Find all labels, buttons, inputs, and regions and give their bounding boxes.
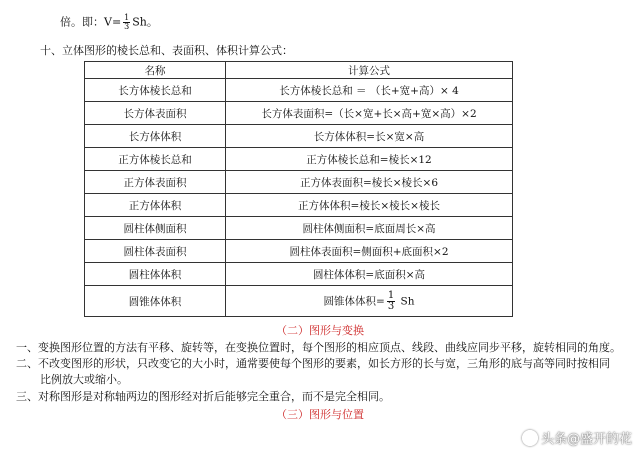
table-row	[85, 217, 513, 240]
row-name: 正方体体积	[85, 194, 226, 217]
toutiao-logo-icon	[522, 430, 538, 446]
row-name: 正方体表面积	[85, 171, 226, 194]
row-formula: 圆柱体侧面积=底面周长×高	[226, 217, 513, 240]
table-row	[85, 194, 513, 217]
section-ten-heading: 十、立体图形的棱长总和、表面积、体积计算公式：	[40, 44, 293, 57]
row-name: 圆柱体表面积	[85, 240, 226, 263]
row-formula: 正方体棱长总和=棱长×12	[226, 148, 513, 171]
subheading-transform: （二）图形与变换	[276, 324, 364, 337]
subheading-position: （三）图形与位置	[276, 408, 364, 421]
row-formula: 长方体体积=长×宽×高	[226, 125, 513, 148]
one-third-fraction: $\frac{1}{3}$	[387, 289, 395, 312]
formula-table	[84, 61, 513, 317]
formula-suffix: Sh。	[132, 15, 158, 29]
row-name: 长方体表面积	[85, 102, 226, 125]
paragraph-2-cont: 比例放大或缩小。	[40, 373, 128, 386]
table-row	[85, 263, 513, 286]
table-row	[85, 240, 513, 263]
row-name: 圆柱体体积	[85, 263, 226, 286]
table-row	[85, 171, 513, 194]
row-formula: 正方体体积=棱长×棱长×棱长	[226, 194, 513, 217]
paragraph-3: 三、对称图形是对称轴两边的图形经对折后能够完全重合，而不是完全相同。	[16, 390, 390, 403]
watermark-text: 头条@盛开的花	[540, 432, 632, 447]
paragraph-1: 一、变换图形位置的方法有平移、旋转等，在变换位置时，每个图形的相应顶点、线段、曲线应同步平移，旋转相同的角度。	[16, 341, 621, 354]
row-formula: 长方体表面积=（长×宽+长×高+宽×高）×2	[226, 102, 513, 125]
table-header-row	[85, 62, 513, 79]
header-formula: 计算公式	[226, 62, 513, 79]
row-name: 长方体棱长总和	[85, 79, 226, 102]
watermark	[522, 428, 632, 447]
row-formula: 正方体表面积=棱长×棱长×6	[226, 171, 513, 194]
table-row	[85, 148, 513, 171]
row-formula: 长方体棱长总和 ＝ （长+宽+高）× 4	[226, 79, 513, 102]
row-name: 正方体棱长总和	[85, 148, 226, 171]
row-formula: 圆锥体体积= $\frac{1}{3}$ Sh	[226, 286, 513, 317]
row-name: 圆柱体侧面积	[85, 217, 226, 240]
table-row	[85, 102, 513, 125]
row-formula: 圆柱体表面积=侧面积+底面积×2	[226, 240, 513, 263]
table-row	[85, 125, 513, 148]
row-name: 圆锥体体积	[85, 286, 226, 317]
formula-prefix: 倍。即：V=	[60, 15, 122, 29]
volume-formula-line	[60, 14, 158, 31]
one-third-fraction: $\frac{1}{3}$	[124, 13, 130, 31]
header-name: 名称	[85, 62, 226, 79]
row-formula: 圆柱体体积=底面积×高	[226, 263, 513, 286]
table-row	[85, 79, 513, 102]
table-row-cone	[85, 286, 513, 317]
row-name: 长方体体积	[85, 125, 226, 148]
paragraph-2: 二、不改变图形的形状，只改变它的大小时，通常要使每个图形的要素，如长方形的长与宽，三角形的底与高等同时按相同	[16, 357, 610, 370]
